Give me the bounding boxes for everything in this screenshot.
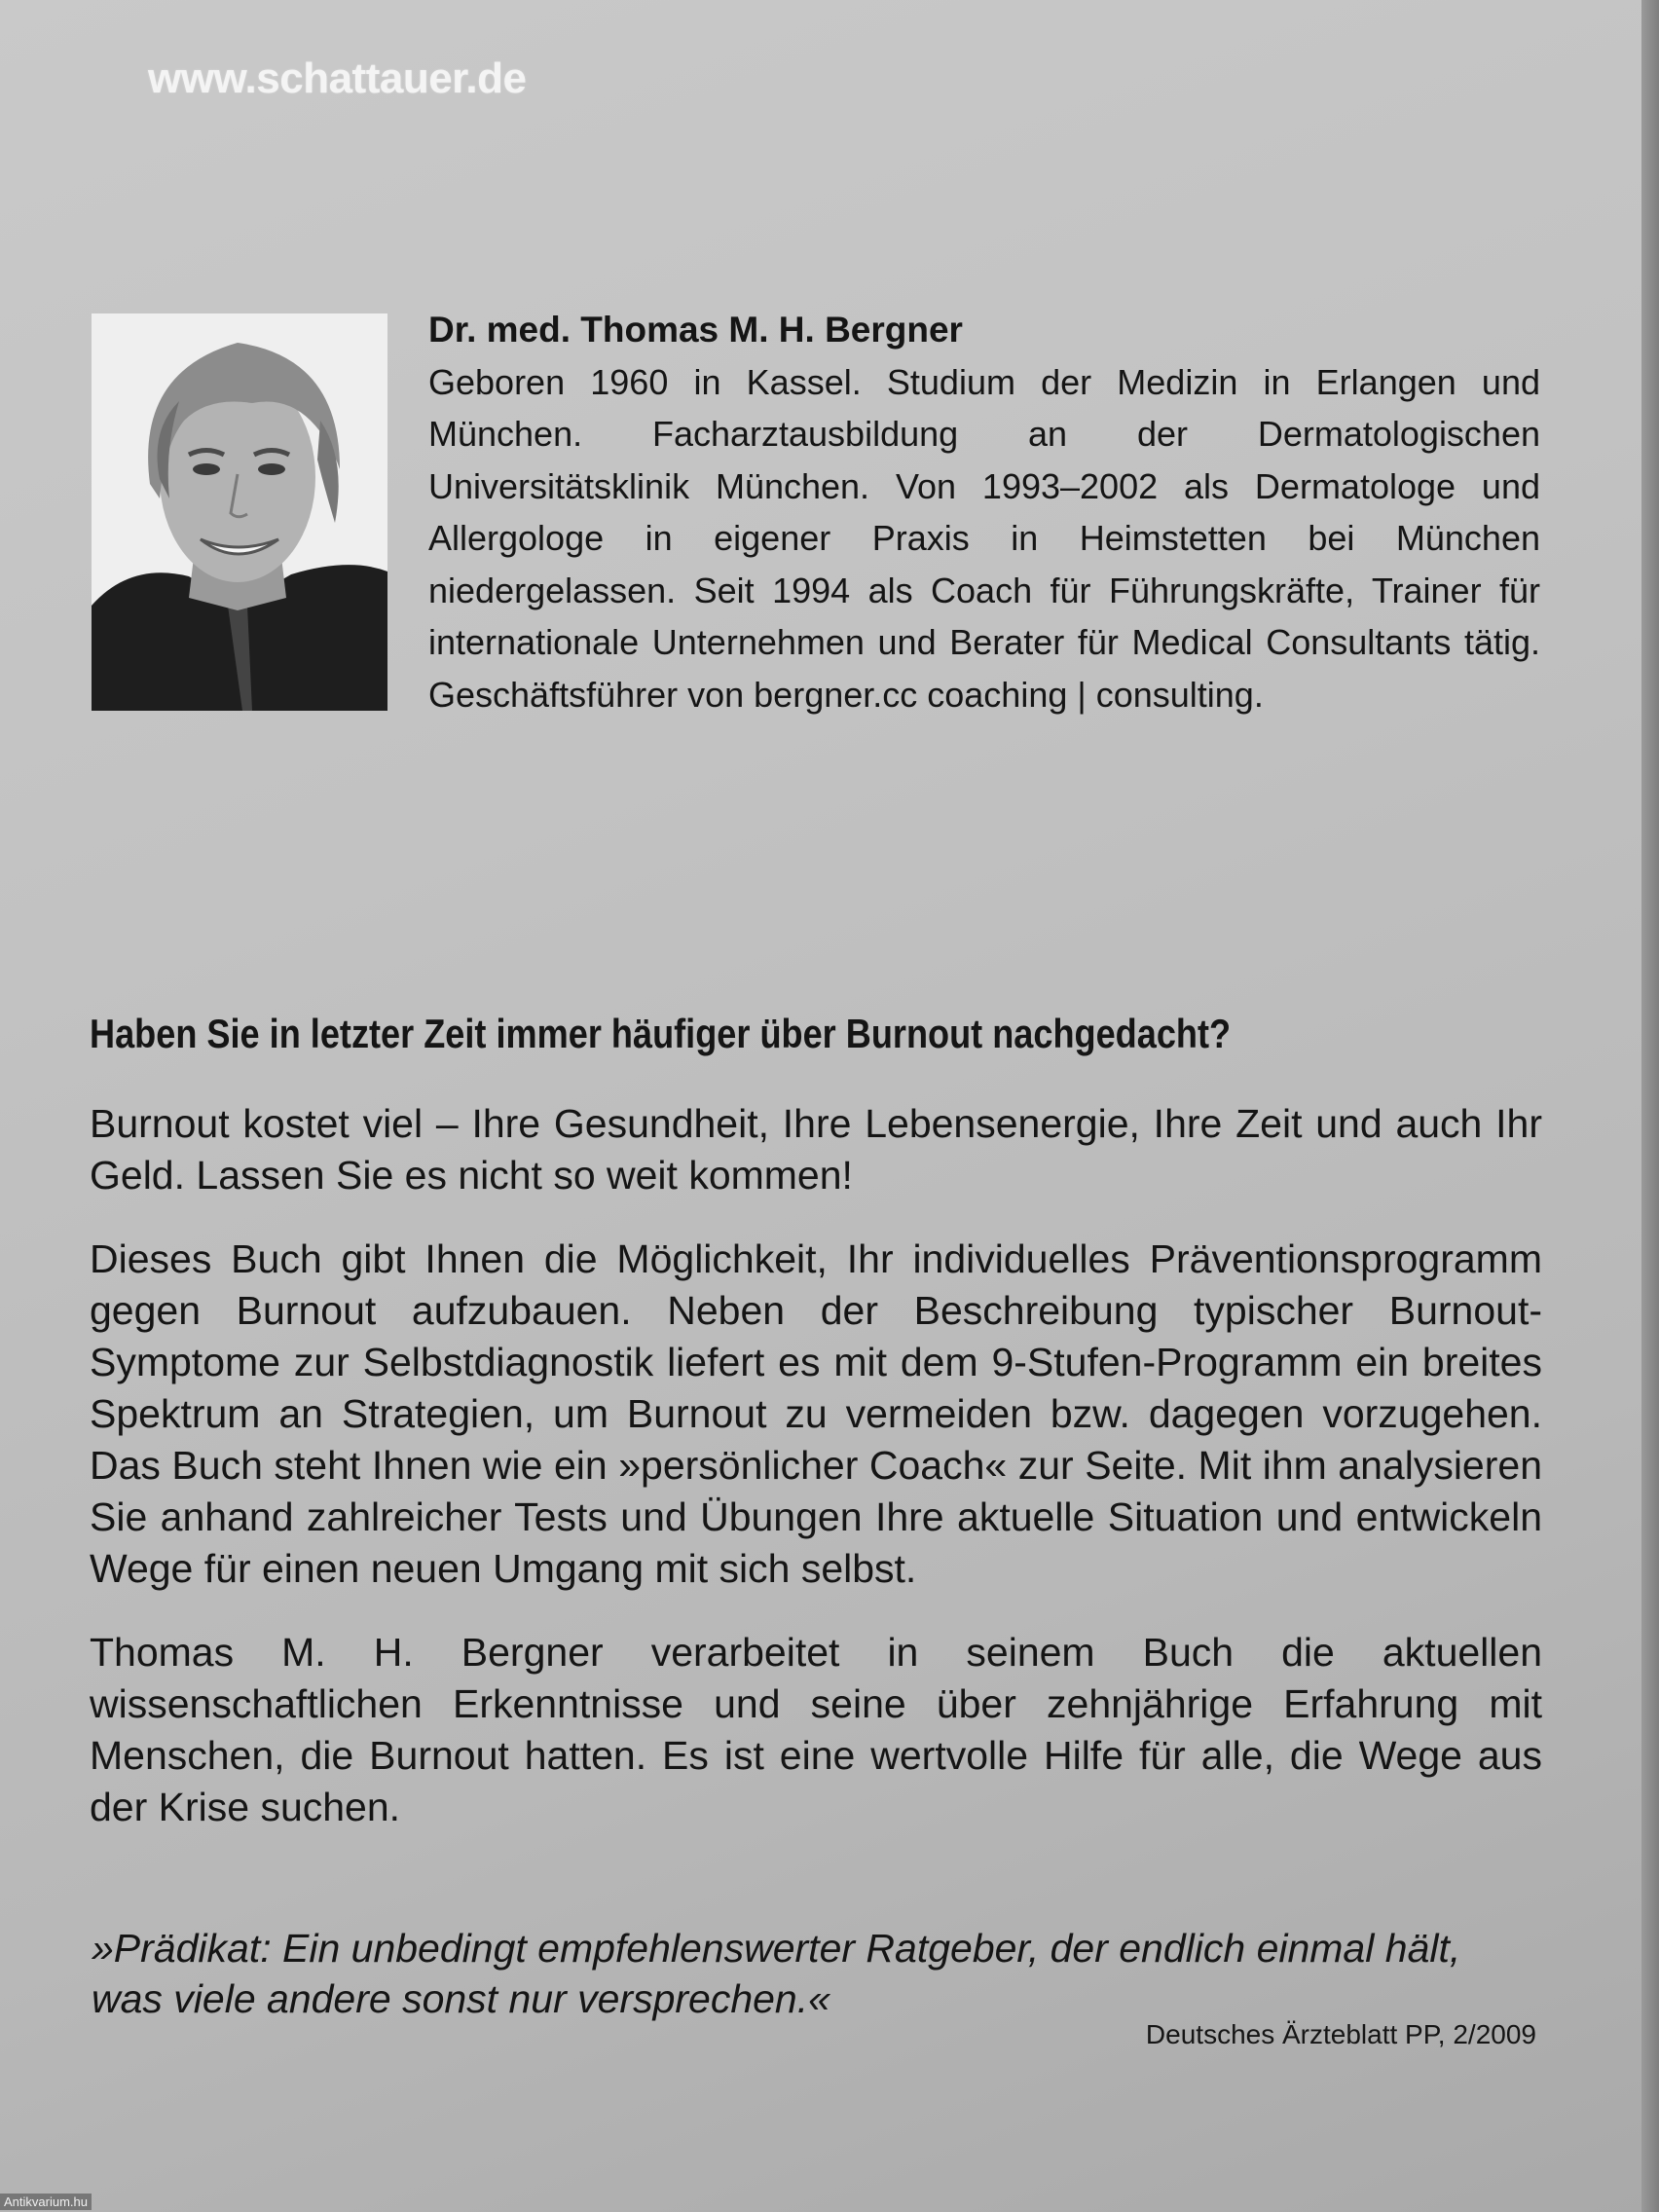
description-paragraph: Dieses Buch gibt Ihnen die Möglichkeit, Ihr individuelles Präventionsprogramm gegen Burnout aufzubauen. Neben der Beschreibung typischer Burnout-Symptome zur Selbstdiagnostik liefert es mit dem 9-Stufen-Programm ein breites Spektrum an Strategien, um Burnout zu vermeiden bzw. dagegen vorzugehen. Das Buch steht Ihnen wie ein »persönlicher Coach« zur Seite. Mit ihm analysieren Sie anhand zahlreicher Tests und Übungen Ihre aktuelle Situation und entwickeln Wege für einen neuen Umgang mit sich selbst.: [90, 1236, 1542, 1591]
quote-source: Deutsches Ärzteblatt PP, 2/2009: [1145, 2019, 1536, 2049]
description-paragraph: Burnout kostet viel – Ihre Gesundheit, Ihre Lebensenergie, Ihre Zeit und auch Ihr Geld. Lassen Sie es nicht so weit kommen!: [90, 1101, 1542, 1198]
page-edge: [1641, 0, 1659, 2212]
review-quote: »Prädikat: Ein unbedingt empfehlenswerter Ratgeber, der endlich einmal hält, was viele andere sonst nur versprechen.«: [92, 1926, 1461, 2021]
author-photo: [92, 313, 387, 711]
section-headline: Haben Sie in letzter Zeit immer häufiger über Burnout nachgedacht?: [90, 1011, 1232, 1056]
author-bio: Geboren 1960 in Kassel. Studium der Medizin in Erlangen und München. Facharztausbildung an der Dermatologischen Universitätsklinik München. Von 1993–2002 als Dermatologe und Allergologe in eigener Praxis in Heimstetten bei München niedergelassen. Seit 1994 als Coach für Führungskräfte, Trainer für internationale Unternehmen und Berater für Medical Consultants tätig. Geschäftsführer von bergner.cc coaching | consulting.: [428, 361, 1540, 715]
author-name: Dr. med. Thomas M. H. Bergner: [428, 310, 963, 350]
author-info: [428, 304, 1540, 720]
publisher-website[interactable]: www.schattauer.de: [148, 55, 527, 102]
description-paragraph: Thomas M. H. Bergner verarbeitet in seinem Buch die aktuellen wissenschaftlichen Erkenntnisse und seine über zehnjährige Erfahrung mit Menschen, die Burnout hatten. Es ist eine wertvolle Hilfe für alle, die Wege aus der Krise suchen.: [90, 1630, 1542, 1829]
watermark: Antikvarium.hu: [0, 2194, 92, 2210]
description-text: [90, 1098, 1542, 1865]
author-portrait-image: [92, 313, 387, 711]
